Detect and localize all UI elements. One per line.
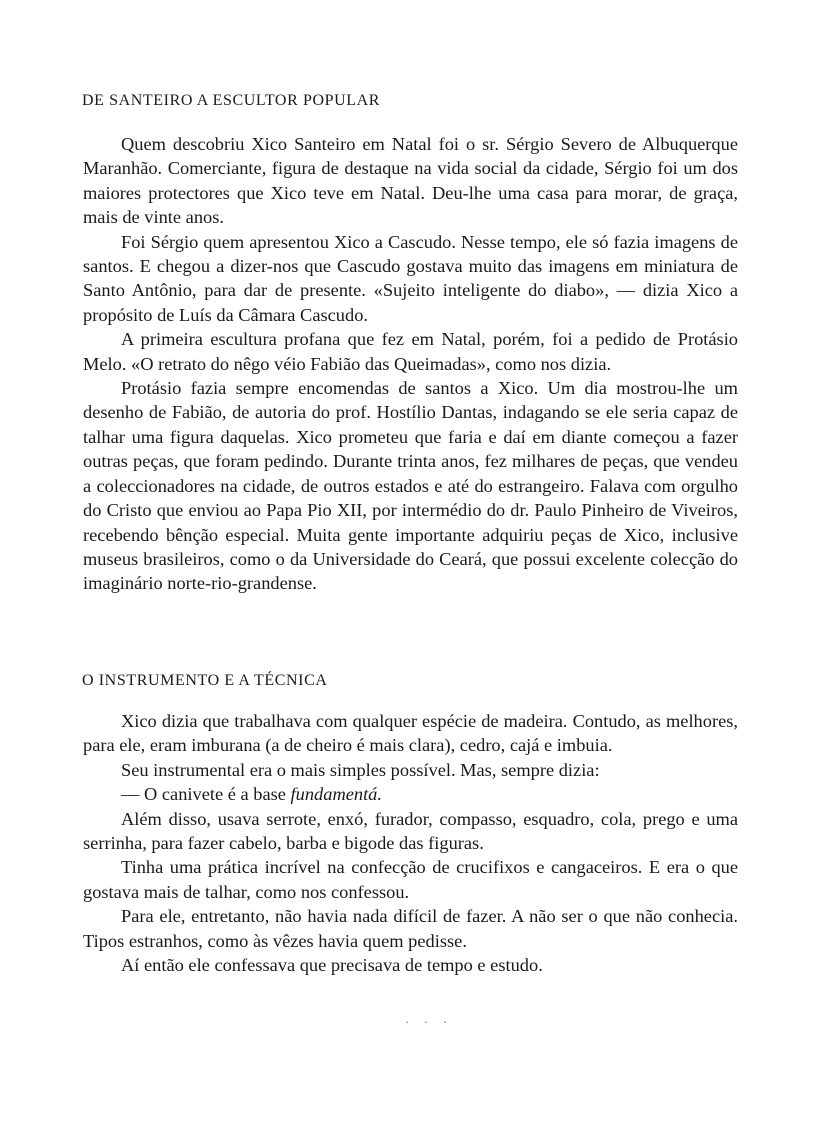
- paragraph: A primeira escultura profana que fez em Natal, porém, foi a pedido de Protásio Melo. «O retrato do nêgo véio Fabião das Queimadas», como nos dizia.: [83, 329, 738, 374]
- paragraph: Para ele, entretanto, não havia nada difícil de fazer. A não ser o que não conhecia. Tipos estranhos, como às vêzes havia quem pedisse.: [83, 906, 738, 951]
- section-heading-santeiro: DE SANTEIRO A ESCULTOR POPULAR: [82, 92, 381, 109]
- footer-mark: · · ·: [405, 1015, 453, 1029]
- paragraph: Quem descobriu Xico Santeiro em Natal foi o sr. Sérgio Severo de Albuquerque Maranhão. Comerciante, figura de destaque na vida social da cidade, Sérgio foi um dos maiores protectores que Xico teve em Natal. Deu-lhe uma casa para morar, de graça, mais de vinte anos.: [83, 134, 738, 228]
- section-santeiro-body: [83, 132, 738, 596]
- paragraph: Foi Sérgio quem apresentou Xico a Cascudo. Nesse tempo, ele só fazia imagens de santos. E chegou a dizer-nos que Cascudo gostava muito das imagens em miniatura de Santo Antônio, para dar de presente. «Sujeito inteligente do diabo», — dizia Xico a propósito de Luís da Câmara Cascudo.: [83, 231, 738, 325]
- paragraph: Xico dizia que trabalhava com qualquer espécie de madeira. Contudo, as melhores, para ele, eram imburana (a de cheiro é mais clara), cedro, cajá e imbuia.: [83, 711, 738, 756]
- section-tecnica-body: [83, 709, 738, 977]
- paragraph: Protásio fazia sempre encomendas de santos a Xico. Um dia mostrou-lhe um desenho de Fabião, de autoria do prof. Hostílio Dantas, indagando se ele seria capaz de talhar uma figura daquelas. Xico prometeu que faria e daí em diante começou a fazer outras peças, que foram pedindo. Durante trinta anos, fez milhares de peças, que vendeu a coleccionadores na cidade, de outros estados e até do estrangeiro. Falava com orgulho do Cristo que enviou ao Papa Pio XII, por intermédio do dr. Paulo Pinheiro de Viveiros, recebendo bênção especial. Muita gente importante adquiriu peças de Xico, inclusive museus brasileiros, como o da Universidade do Ceará, que possui excelente colecção do imaginário norte-rio-grandense.: [83, 378, 738, 594]
- paragraph: Seu instrumental era o mais simples possível. Mas, sempre dizia:: [121, 759, 600, 780]
- paragraph: Aí então ele confessava que precisava de tempo e estudo.: [121, 955, 543, 976]
- quote-line: [83, 782, 738, 806]
- quote-italic-word: fundamentá.: [290, 784, 382, 805]
- paragraph: Tinha uma prática incrível na confecção de crucifixos e cangaceiros. E era o que gostava mais de talhar, como nos confessou.: [83, 857, 738, 902]
- quote-text: — O canivete é a base: [121, 784, 286, 805]
- paragraph: Além disso, usava serrote, enxó, furador, compasso, esquadro, cola, prego e uma serrinha, para fazer cabelo, barba e bigode das figuras.: [83, 808, 738, 854]
- section-heading-tecnica: O INSTRUMENTO E A TÉCNICA: [82, 672, 328, 689]
